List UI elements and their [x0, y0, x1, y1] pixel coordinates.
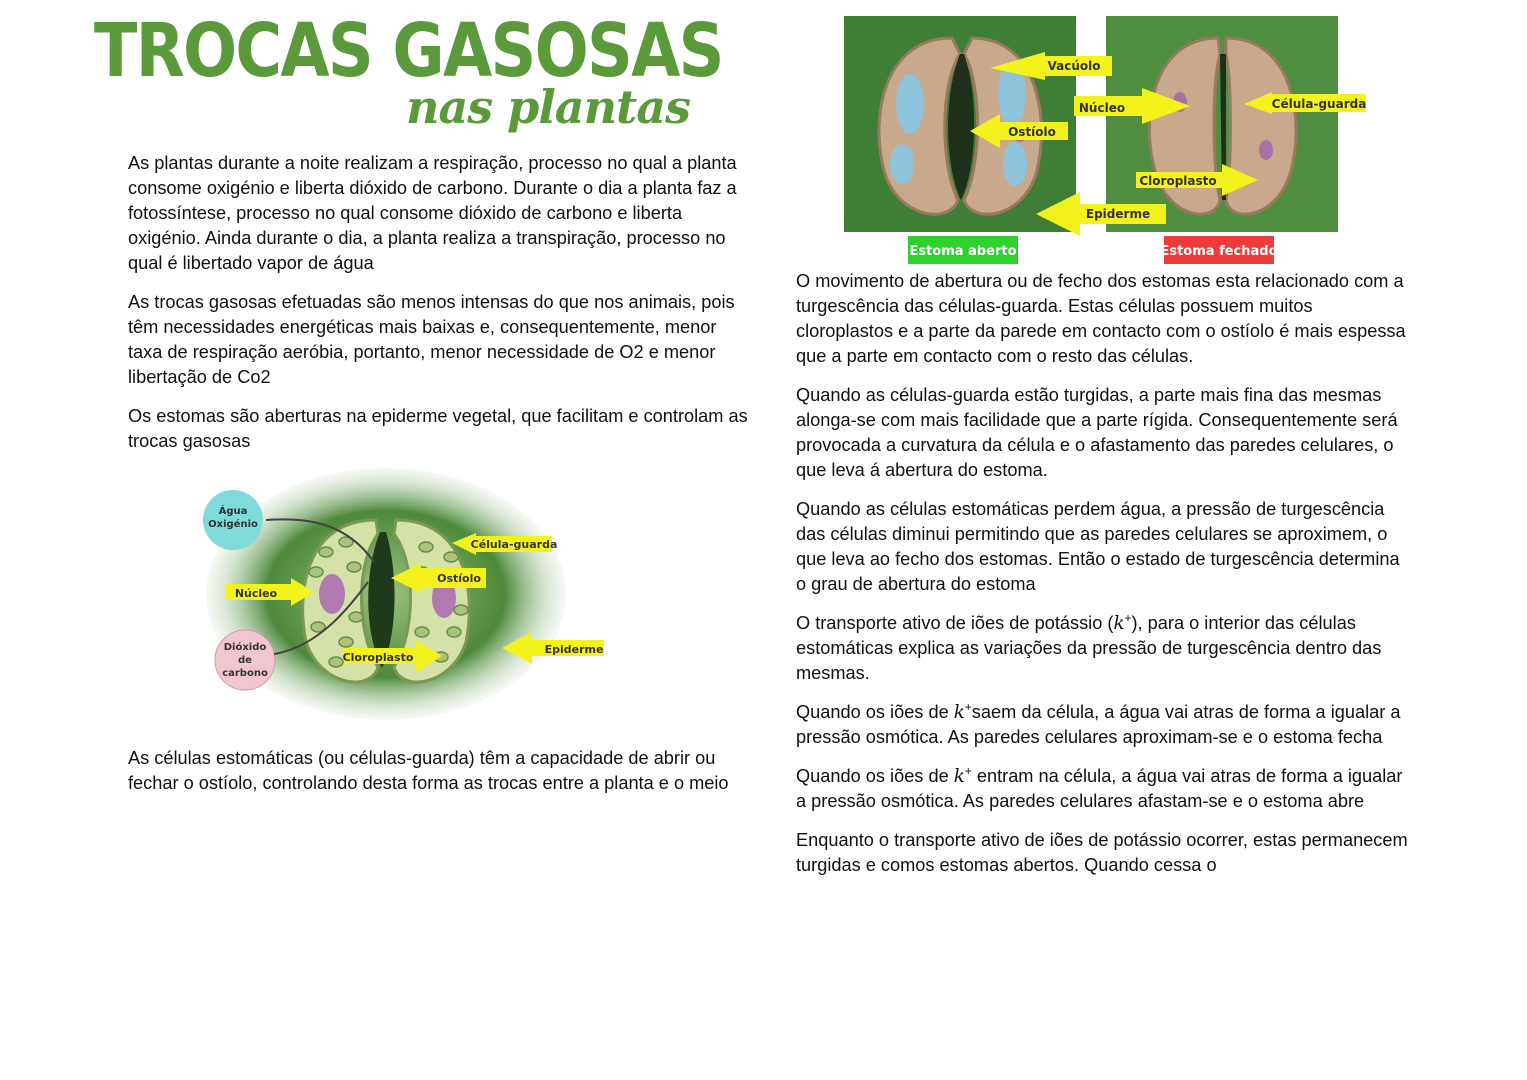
page-subtitle: nas plantas: [406, 80, 691, 134]
paragraph-potassium-transport: O transporte ativo de iões de potássio (k+), para o interior das células estomáticas explica as variações da pressão de turgescência dentro das mesmas.: [796, 610, 1382, 683]
svg-text:Ostíolo: Ostíolo: [437, 572, 481, 585]
svg-text:Vacúolo: Vacúolo: [1047, 59, 1101, 73]
left-column-bottom: [128, 746, 748, 810]
stoma-diagram: [196, 462, 616, 724]
paragraph-active-transport: Enquanto o transporte ativo de iões de potássio ocorrer, estas permanecem turgidas e comos estomas abertos. Quando cessa o: [796, 830, 1408, 875]
left-column: [128, 151, 748, 468]
svg-text:Célula-guarda: Célula-guarda: [470, 538, 558, 551]
paragraph-gas-exchange: As trocas gasosas efetuadas são menos intensas do que nos animais, pois têm necessidades energéticas mais baixas e, consequentemente, menor taxa de respiração aeróbia, portanto, menor necessidade de O2 e menor libertação de Co2: [128, 292, 735, 387]
svg-text:Cloroplasto: Cloroplasto: [342, 651, 414, 664]
svg-text:carbono: carbono: [222, 668, 268, 679]
svg-text:Estoma aberto: Estoma aberto: [909, 244, 1017, 259]
svg-text:Água: Água: [218, 506, 248, 517]
svg-text:Núcleo: Núcleo: [234, 587, 278, 600]
nucleus-left: [319, 574, 345, 614]
paragraph-respiration: As plantas durante a noite realizam a respiração, processo no qual a planta consome oxigénio e liberta dióxido de carbono. Durante o dia a planta faz a fotossíntese, processo no qual consome dióxido de carbono e liberta oxigénio. Ainda durante o dia, a planta realiza a transpiração, processo no qual é libertado vapor de água: [128, 153, 737, 273]
svg-text:Dióxido: Dióxido: [223, 642, 267, 653]
svg-text:Núcleo: Núcleo: [1078, 101, 1126, 115]
right-column: [796, 269, 1408, 892]
paragraph-turgid-cells: Quando as células-guarda estão turgidas, a parte mais fina das mesmas alonga-se com mais facilidade que a parte rígida. Consequentemente será provocada a curvatura da célula e o afastamento das paredes celulares, o que leva á abertura do estoma.: [796, 385, 1398, 480]
svg-text:Estoma fechado: Estoma fechado: [1160, 244, 1278, 259]
paragraph-potassium-entry: Quando os iões de k+ entram na célula, a água vai atras de forma a igualar a pressão osmótica. As paredes celulares afastam-se e o estoma abre: [796, 763, 1403, 811]
svg-text:Célula-guarda: Célula-guarda: [1271, 97, 1367, 111]
svg-text:Epiderme: Epiderme: [544, 643, 604, 656]
page-title: TROCAS GASOSAS: [94, 8, 723, 94]
paragraph-potassium-exit: Quando os iões de k+saem da célula, a água vai atras de forma a igualar a pressão osmótica. As paredes celulares aproximam-se e o estoma fecha: [796, 699, 1401, 747]
paragraph-turgescence: O movimento de abertura ou de fecho dos estomas esta relacionado com a turgescência das células-guarda. Estas células possuem muitos cloroplastos e a parte da parede em contacto com o ostíolo é mais espessa que a parte em contacto com o resto das células.: [796, 271, 1406, 366]
svg-text:Ostíolo: Ostíolo: [1008, 125, 1056, 139]
svg-text:Epiderme: Epiderme: [1085, 207, 1151, 221]
paragraph-water-loss: Quando as células estomáticas perdem água, a pressão de turgescência das células diminui permitindo que as paredes celulares se aproximem, o que leva ao fecho dos estomas. Então o estado de turgescência determina o grau de abertura do estoma: [796, 499, 1400, 594]
paragraph-stomata: Os estomas são aberturas na epiderme vegetal, que facilitam e controlam as trocas gasosas: [128, 406, 748, 451]
svg-text:Oxigénio: Oxigénio: [208, 519, 258, 530]
svg-text:Cloroplasto: Cloroplasto: [1139, 174, 1217, 188]
paragraph-guard-cells: As células estomáticas (ou células-guarda) têm a capacidade de abrir ou fechar o ostíolo, controlando desta forma as trocas entre a planta e o meio: [128, 748, 729, 793]
svg-text:de: de: [238, 655, 252, 666]
open-closed-stoma-figure: [840, 14, 1370, 266]
